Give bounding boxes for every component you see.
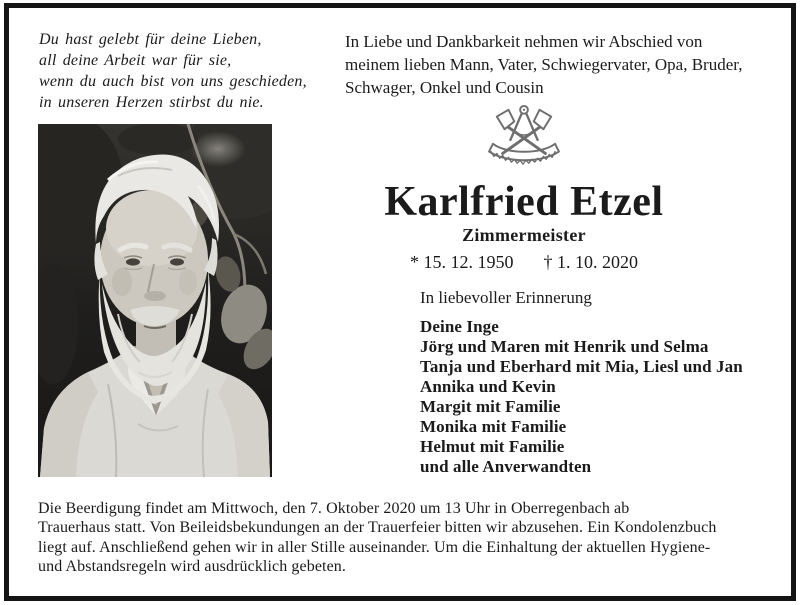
carpenter-guild-emblem-icon (485, 103, 563, 169)
mourner-name: Deine Inge (420, 317, 499, 336)
life-dates (346, 252, 702, 273)
deceased-profession: Zimmermeister (462, 225, 586, 245)
headline-block (346, 103, 702, 273)
opening-line: Schwager, Onkel und Cousin (345, 78, 544, 97)
funeral-line: Die Beerdigung findet am Mittwoch, den 7. Oktober 2020 um 13 Uhr in Oberregenbach ab (38, 500, 630, 517)
mourner-name: Jörg und Maren mit Henrik und Selma (420, 337, 709, 356)
mourner-name: Margit mit Familie (420, 397, 561, 416)
mourners-list (420, 317, 743, 477)
remembrance-line: In liebevoller Erinnerung (420, 288, 592, 307)
funeral-line: Trauerhaus statt. Von Beileidsbekundungen an der Trauerfeier bitten wir abzusehen. Ein Kondolenzbuch (38, 519, 717, 537)
funeral-info (38, 499, 716, 576)
funeral-line: liegt auf. Anschließend gehen wir in aller Stille auseinander. Um die Einhaltung der aktuellen Hygiene- (38, 538, 711, 556)
mourner-name: Helmut mit Familie (420, 437, 565, 456)
poem-line: wenn du auch bist von uns geschieden, (39, 73, 307, 90)
mourner-name: Annika und Kevin (420, 377, 556, 396)
poem-line: all deine Arbeit war für sie, (39, 52, 232, 69)
poem-line: in unseren Herzen stirbst du nie. (39, 94, 264, 111)
mourner-name: Monika mit Familie (420, 417, 567, 436)
deceased-name: Karlfried Etzel (384, 179, 664, 225)
birth-date: * 15. 12. 1950 (410, 252, 514, 272)
opening-text (345, 30, 742, 99)
mourner-name: Tanja und Eberhard mit Mia, Liesl und Jan (420, 357, 743, 376)
poem-line: Du hast gelebt für deine Lieben, (39, 31, 262, 48)
portrait-photo (38, 124, 272, 477)
opening-line: meinem lieben Mann, Vater, Schwiegervater, Opa, Bruder, (345, 55, 743, 74)
opening-line: In Liebe und Dankbarkeit nehmen wir Abschied von (345, 32, 703, 51)
mourner-name: und alle Anverwandten (420, 457, 592, 476)
poem (39, 29, 307, 113)
death-date: † 1. 10. 2020 (543, 252, 638, 272)
portrait-illustration (38, 124, 272, 477)
funeral-line: und Abstandsregeln wird ausdrücklich gebeten. (38, 557, 346, 575)
